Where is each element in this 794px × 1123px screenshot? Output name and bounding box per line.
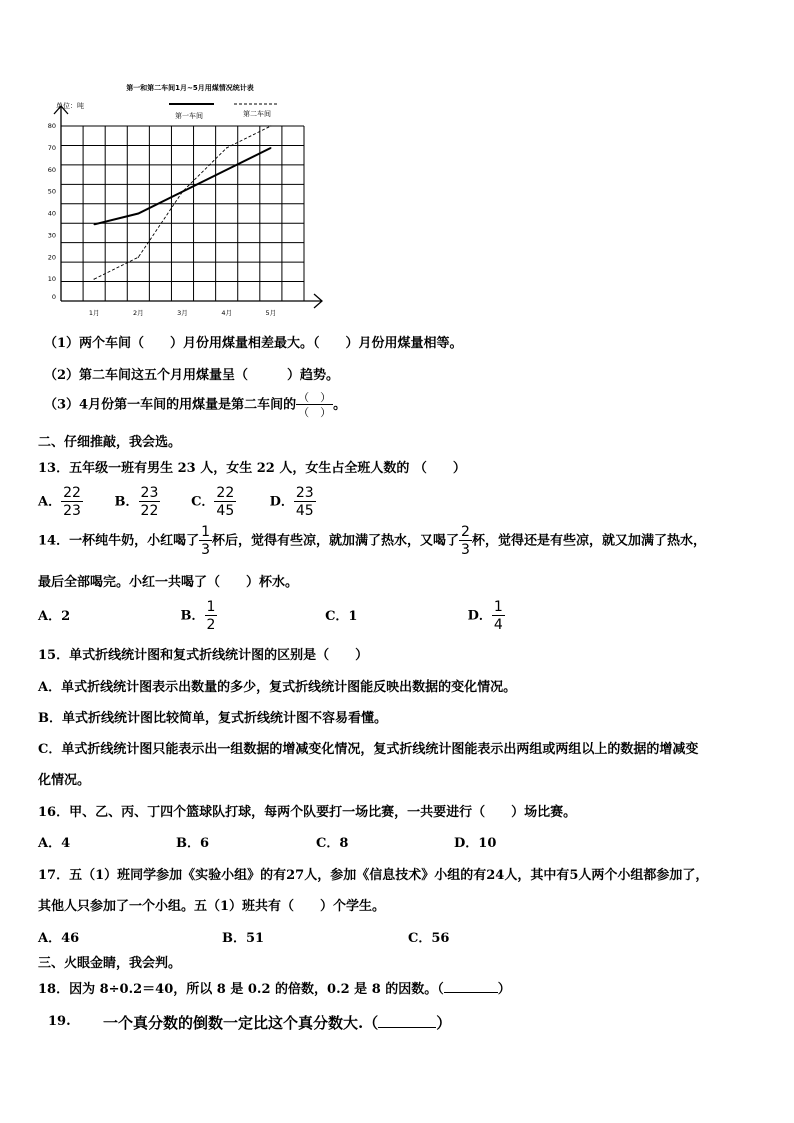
- fraction-den: 45: [295, 503, 314, 519]
- q18: [38, 978, 511, 997]
- q19-text: 一个真分数的倒数一定比这个真分数大.（: [103, 1014, 379, 1032]
- series-1-point: [226, 169, 227, 170]
- q12-fraction: [296, 392, 333, 418]
- q17-option-a[interactable]: A．46: [38, 931, 80, 946]
- fraction-den: 4: [493, 617, 503, 633]
- series-2-point: [94, 279, 95, 280]
- fraction-num: 2: [461, 524, 470, 540]
- y-tick-label: 60: [47, 165, 56, 174]
- series-line-2: [94, 126, 271, 279]
- q17-options: [38, 927, 449, 946]
- series-2-point: [270, 125, 271, 126]
- section-3-heading: 三、火眼金睛，我会判。: [38, 956, 182, 971]
- y-tick-labels: [48, 122, 56, 301]
- q17-option-c[interactable]: C．56: [408, 931, 450, 946]
- q12-fraction-num: （ ）: [298, 391, 332, 404]
- q13-option-b[interactable]: [115, 486, 187, 518]
- q16-options: [38, 832, 496, 851]
- q19-number: 19.: [48, 1014, 71, 1029]
- fraction-den: 45: [216, 503, 235, 519]
- x-tick-label: 5月: [265, 309, 277, 317]
- section-2-heading: 二、仔细推敲，我会选。: [38, 435, 182, 450]
- q15-option-c-line2: 化情况。: [38, 773, 91, 788]
- q18-answer-blank[interactable]: [444, 992, 498, 993]
- series-2-point: [138, 257, 139, 258]
- series-2-point: [226, 147, 227, 148]
- fraction-num: 23: [295, 485, 314, 501]
- y-tick-label: 70: [47, 143, 56, 152]
- q13-options: [38, 486, 316, 518]
- q14-text-a: 14．一杯纯牛奶，小红喝了: [38, 533, 200, 549]
- fraction-den: 3: [201, 542, 211, 558]
- fraction-den: 23: [63, 503, 81, 519]
- q12-part3: [44, 392, 346, 418]
- q17-stem-line1: 17．五（1）班同学参加《实验小组》的有27人，参加《信息技术》小组的有24人，其中有5人两个小组都参加了，: [38, 868, 709, 883]
- x-tick-label: 3月: [177, 309, 188, 317]
- q13-option-c[interactable]: [191, 486, 265, 518]
- q15-stem: 15．单式折线统计图和复式折线统计图的区别是（ ）: [38, 648, 369, 663]
- q14-options: [38, 600, 505, 632]
- chart-unit: 单位：吨: [56, 102, 84, 110]
- x-tick-labels: [89, 309, 276, 317]
- q14-text-c: 杯，觉得还是有些凉，就又加满了热水，: [471, 533, 706, 549]
- line-chart: [30, 78, 330, 318]
- y-tick-label: 0: [51, 293, 56, 301]
- q12-part2: （2）第二车间这五个月用煤量呈（ ）趋势。: [44, 368, 340, 383]
- q17-option-b[interactable]: B．51: [222, 931, 265, 946]
- x-tick-label: 2月: [132, 309, 144, 317]
- q15-option-a[interactable]: A．单式折线统计图表示出数量的多少，复式折线统计图能反映出数据的变化情况。: [38, 680, 517, 695]
- q16-option-c[interactable]: C．8: [316, 836, 349, 851]
- fraction-num: 22: [216, 485, 235, 501]
- q16-option-a[interactable]: A．4: [38, 836, 71, 851]
- q16-stem: 16．甲、乙、丙、丁四个篮球队打球，每两个队要打一场比赛，一共要进行（ ）场比赛。: [38, 805, 577, 820]
- series-1-point: [138, 213, 139, 214]
- q17-stem-line2: 其他人只参加了一个小组。五（1）班共有（ ）个学生。: [38, 899, 386, 914]
- legend-label-series2: 第二车间: [243, 110, 271, 118]
- fraction-den: 22: [140, 503, 159, 519]
- series-line-1: [94, 148, 271, 225]
- option-label: A．: [38, 494, 62, 510]
- q14-option-d[interactable]: [468, 600, 505, 632]
- q14-stem-line2: 最后全部喝完。小红一共喝了（ ）杯水。: [38, 575, 299, 590]
- legend-label-series1: 第一车间: [175, 112, 203, 120]
- q13-stem: 13．五年级一班有男生 23 人，女生 22 人，女生占全班人数的 （ ）: [38, 461, 466, 476]
- q15-option-b[interactable]: B．单式折线统计图比较简单，复式折线统计图不容易看懂。: [38, 711, 387, 726]
- fraction-num: 1: [206, 599, 216, 615]
- fraction-den: 2: [206, 617, 216, 633]
- x-tick-label: 1月: [88, 309, 100, 317]
- q13-option-d[interactable]: [270, 486, 316, 518]
- series-2-point: [182, 191, 183, 192]
- fraction-num: 22: [63, 485, 81, 501]
- q18-end: ）: [497, 982, 511, 997]
- option-label: C．: [191, 494, 215, 510]
- q15-option-c-line1[interactable]: C．单式折线统计图只能表示出一组数据的增减变化情况，复式折线统计图能表示出两组或两组以上的数据的增减变: [38, 742, 699, 757]
- y-tick-label: 80: [47, 122, 56, 130]
- q14-stem-line1: [38, 525, 706, 557]
- y-tick-label: 10: [47, 275, 56, 284]
- y-tick-label: 30: [47, 231, 56, 240]
- option-label: D．: [269, 494, 294, 510]
- q12-part3-text: （3）4月份第一车间的用煤量是第二车间的: [44, 397, 297, 413]
- y-tick-label: 50: [47, 187, 56, 196]
- q14-text-b: 杯后，觉得有些凉，就加满了热水，又喝了: [212, 533, 460, 549]
- q18-text: 18．因为 8÷0.2＝40，所以 8 是 0.2 的倍数，0.2 是 8 的因数。（: [38, 982, 444, 997]
- option-label: B．: [180, 608, 205, 624]
- fraction-num: 1: [201, 524, 211, 540]
- fraction-num: 1: [493, 599, 503, 615]
- q14-option-a[interactable]: A．2: [38, 608, 71, 624]
- q13-option-a[interactable]: [38, 486, 110, 518]
- series-1-point: [94, 224, 95, 225]
- y-tick-label: 20: [47, 253, 56, 262]
- q14-option-c[interactable]: C．1: [325, 608, 358, 624]
- q16-option-d[interactable]: D．10: [454, 836, 497, 851]
- q14-option-b[interactable]: [181, 600, 321, 632]
- q19-end: ）: [436, 1014, 452, 1032]
- q12-part1: （1）两个车间（ ）月份用煤量相差最大。（ ）月份用煤量相等。: [44, 336, 463, 351]
- q19: [103, 1012, 451, 1033]
- fraction-den: 3: [461, 542, 470, 558]
- q16-option-b[interactable]: B．6: [176, 836, 210, 851]
- y-tick-label: 40: [47, 209, 56, 218]
- option-label: D．: [467, 608, 492, 624]
- q12-fraction-den: （ ）: [298, 406, 332, 419]
- q12-part3-end: 。: [333, 397, 347, 413]
- fraction-num: 23: [140, 485, 159, 501]
- q19-answer-blank[interactable]: [378, 1027, 436, 1028]
- x-tick-label: 4月: [221, 309, 233, 317]
- series-1-point: [270, 147, 271, 148]
- chart-title: 第一和第二车间1月~5月用煤情况统计表: [126, 84, 254, 92]
- option-label: B．: [114, 494, 139, 510]
- chart-series: [94, 125, 272, 279]
